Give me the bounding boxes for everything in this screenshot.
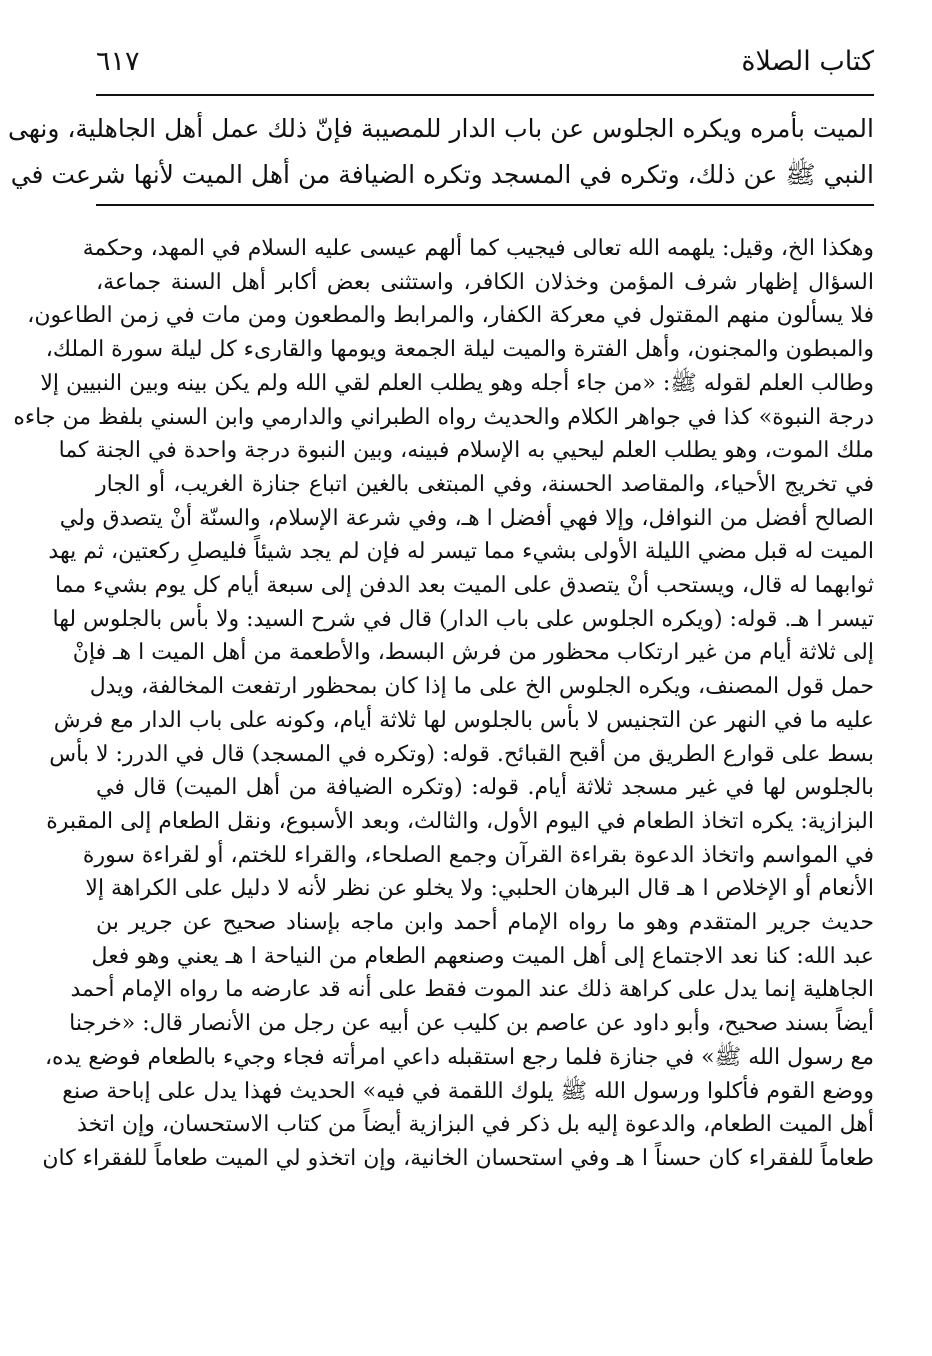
commentary-line: وهكذا الخ، وقيل: يلهمه الله تعالى فيجيب كما ألهم عيسى عليه السلام في المهد، وحكمة (82, 236, 874, 261)
commentary-line: ملك الموت، وهو يطلب العلم ليحيي به الإسلام فبينه، وبين النبوة درجة واحدة في الجنة كما (58, 438, 874, 464)
commentary-line: حديث جرير المتقدم وهو ما رواه الإمام أحمد وابن ماجه بإسناد صحيح عن جرير بن (96, 910, 874, 936)
commentary-line: الصالح أفضل من النوافل، وإلا فهي أفضل ا هـ، وفي شرعة الإسلام، والسنّة أنْ يتصدق ولي (59, 505, 874, 531)
commentary-line: أهل الميت الطعام، والدعوة إليه بل ذكر في البزازية أيضاً من كتاب الاستحسان، وإن اتخذ (77, 1112, 874, 1138)
commentary-line: وطالب العلم لقوله ﷺ: «من جاء أجله وهو يطلب العلم لقي الله ولم يكن بينه وبين النبيين إلا (40, 370, 874, 396)
commentary-line: بالجلوس لها في غير مسجد ثلاثة أيام. قوله: (وتكره الضيافة من أهل الميت) قال في (96, 775, 874, 801)
commentary-line: بسط على قوارع الطريق من أقبح القبائح. قوله: (وتكره في المسجد) قال في الدرر: لا بأس (49, 741, 874, 767)
page-header (96, 40, 874, 82)
commentary-line: إلى ثلاثة أيام من غير ارتكاب محظور من فرش البسط، والأطعمة من أهل الميت ا هـ فإنْ (72, 640, 874, 666)
commentary-line: حمل قول المصنف، ويكره الجلوس الخ على ما إذا كان بمحظور ارتفعت المخالفة، ويدل (89, 674, 874, 700)
commentary-line: والمبطون والمجنون، وأهل الفترة والميت ليلة الجمعة ويومها والقارىء كل ليلة سورة الملك، (45, 337, 874, 363)
main-text-line: النبي ﷺ عن ذلك، وتكره في المسجد وتكره الضيافة من أهل الميت لأنها شرعت في (10, 160, 874, 189)
commentary-line: مع رسول الله ﷺ» في جنازة فلما رجع استقبله داعي امرأته فجاء وجيء بالطعام فوضع يده، (44, 1044, 874, 1070)
main-text (8, 106, 874, 202)
commentary-line: فلا يسألون منهم المقتول في معركة الكفار، والمرابط والمطعون ومن مات في زمن الطاعون، (27, 303, 874, 329)
commentary-line: الأنعام أو الإخلاص ا هـ قال البرهان الحلبي: ولا يخلو عن نظر لأنه لا دليل على الكراهة إلا (85, 876, 874, 902)
commentary-line: في تخريج الأحياء، والمقاصد الحسنة، وفي المبتغى بالغين اتباع جنازة الغريب، أو الجار (96, 471, 874, 497)
commentary-line: ثوابهما له قال، ويستحب أنْ يتصدق على الميت بعد الدفن إلى سبعة أيام كل يوم بشيء مما (54, 573, 874, 599)
commentary-line: طعاماً للفقراء كان حسناً ا هـ وفي استحسان الخانية، وإن اتخذو لي الميت طعاماً للفقراء كان (42, 1145, 874, 1171)
commentary-line: تيسر ا هـ. قوله: (ويكره الجلوس على باب الدار) قال في شرح السيد: ولا بأس بالجلوس لها (52, 606, 874, 632)
main-text-line: الميت بأمره ويكره الجلوس عن باب الدار للمصيبة فإنّ ذلك عمل أهل الجاهلية، ونهى (8, 114, 874, 143)
commentary-divider (96, 204, 874, 206)
commentary-line: الميت له قبل مضي الليلة الأولى بشيء مما تيسر له فإن لم يجد شيئاً فليصلِ ركعتين، ثم يهد (48, 539, 874, 565)
commentary-line: درجة النبوة» كذا في جواهر الكلام والحديث رواه الطبراني والدارمي وابن السني بلفظ من جاءه (13, 404, 874, 430)
commentary-line: عبد الله: كنا نعد الاجتماع إلى أهل الميت وصنعهم الطعام من النياحة ا هـ يعني وهو فعل (91, 943, 874, 969)
page-number: ٦١٧ (96, 45, 140, 77)
commentary-line: البزازية: يكره اتخاذ الطعام في اليوم الأول، والثالث، وبعد الأسبوع، ونقل الطعام إلى المقبرة (46, 808, 874, 834)
commentary-line: في المواسم واتخاذ الدعوة بقراءة القرآن وجمع الصلحاء، والقراء للختم، أو لقراءة سورة (82, 842, 874, 868)
commentary-text (13, 232, 874, 1332)
header-divider (96, 94, 874, 96)
commentary-line: الجاهلية إنما يدل على كراهة ذلك عند الموت فقط على أنه قد عارضه ما رواه الإمام أحمد (70, 977, 874, 1003)
commentary-line: أيضاً بسند صحيح، وأبو داود عن عاصم بن كليب عن أبيه عن رجل من الأنصار قال: «خرجنا (69, 1011, 874, 1037)
chapter-title: كتاب الصلاة (741, 45, 874, 77)
commentary-line: السؤال إظهار شرف المؤمن وخذلان الكافر، واستثنى بعض أكابر أهل السنة جماعة، (96, 269, 874, 295)
commentary-line: عليه ما في النهر عن التجنيس لا بأس بالجلوس لها ثلاثة أيام، وكونه على باب الدار مع فرش (53, 707, 874, 733)
commentary-line: ووضع القوم فأكلوا ورسول الله ﷺ يلوك اللقمة في فيه» الحديث فهذا يدل على إباحة صنع (62, 1078, 874, 1104)
